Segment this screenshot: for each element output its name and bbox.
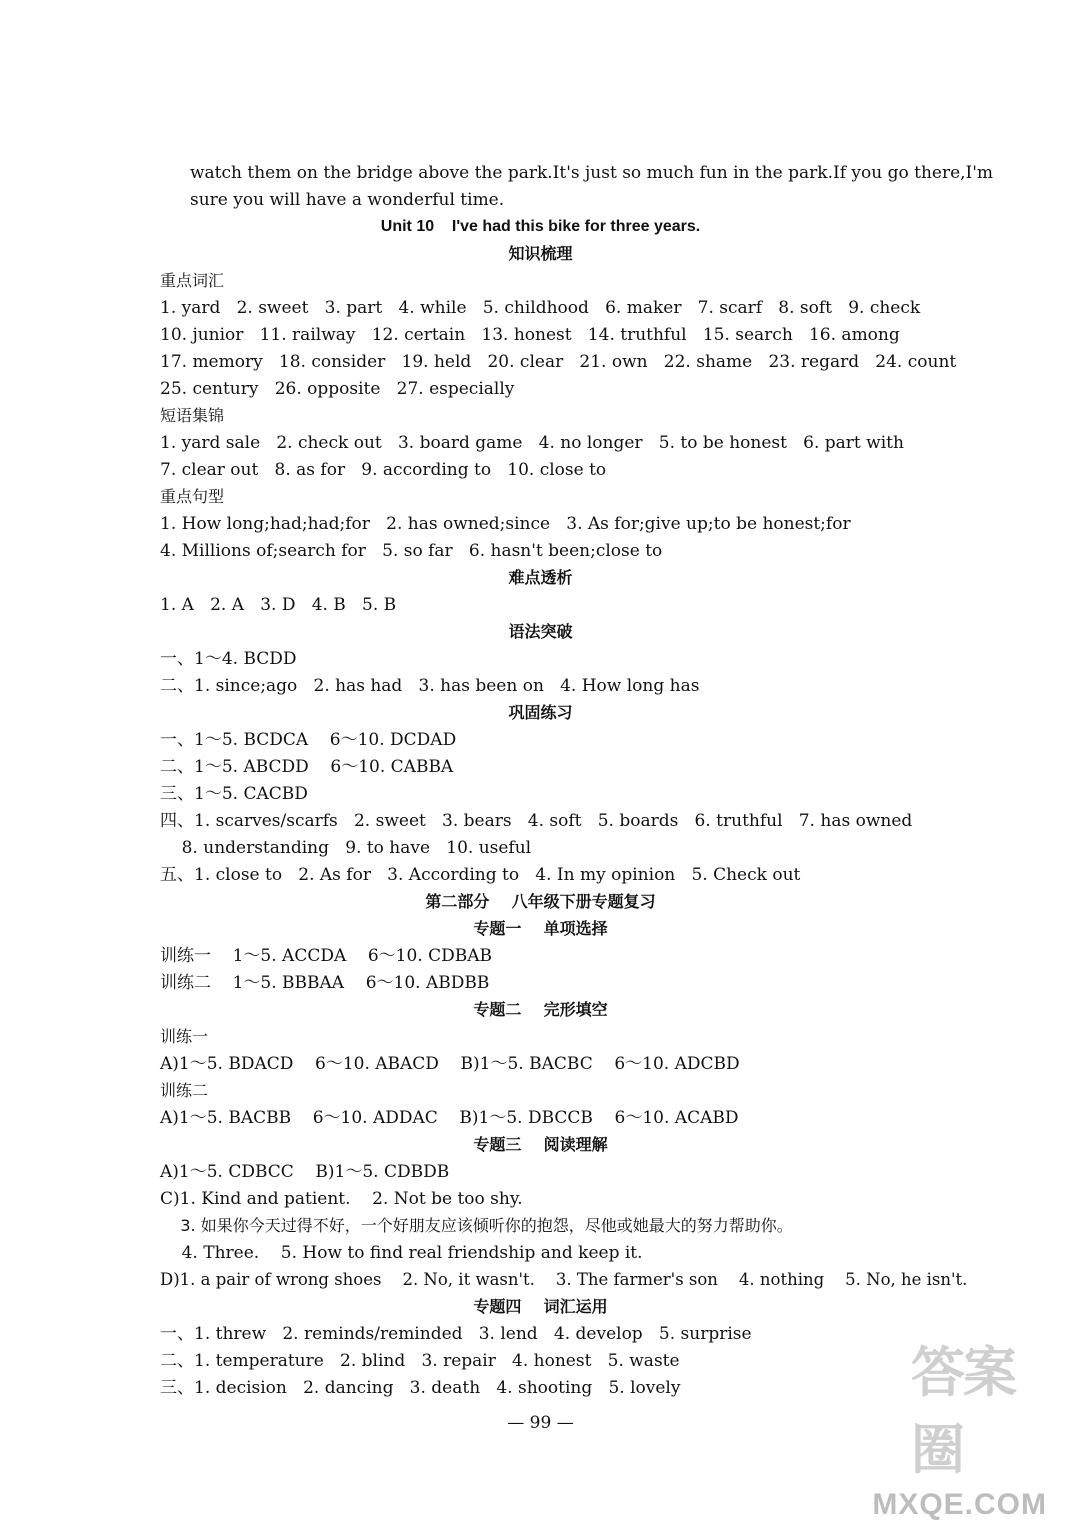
section-grammar: 语法突破 — [508, 622, 573, 641]
section-difficult: 难点透析 — [508, 568, 573, 587]
intro-line-2: sure you will have a wonderful time. — [190, 190, 505, 210]
topic2-line: 训练一 — [160, 1027, 209, 1046]
vocab-line: 25. century 26. opposite 27. especially — [160, 379, 515, 399]
topic3-line: C)1. Kind and patient. 2. Not be too shy. — [160, 1189, 523, 1209]
practice-line: 五、1. close to 2. As for 3. According to 4. In my opinion 5. Check out — [160, 865, 801, 885]
phrase-line: 7. clear out 8. as for 9. according to 10. close to — [160, 460, 607, 480]
topic3-line: A)1～5. CDBCC B)1～5. CDBDB — [160, 1162, 450, 1182]
topic4-line: 三、1. decision 2. dancing 3. death 4. shooting 5. lovely — [160, 1378, 681, 1398]
vocab-line: 17. memory 18. consider 19. held 20. clear 21. own 22. shame 23. regard 24. count — [160, 352, 957, 372]
topic3-line: 4. Three. 5. How to find real friendship and keep it. — [160, 1243, 643, 1263]
topic1-line: 训练一 1～5. ACCDA 6～10. CDBAB — [160, 946, 493, 966]
topic2-title: 专题二 完形填空 — [473, 1000, 608, 1019]
vocab-line: 10. junior 11. railway 12. certain 13. honest 14. truthful 15. search 16. among — [160, 325, 900, 345]
grammar-line: 一、1～4. BCDD — [160, 649, 297, 669]
vocab-line: 1. yard 2. sweet 3. part 4. while 5. childhood 6. maker 7. scarf 8. soft 9. check — [160, 298, 921, 318]
phrase-line: 1. yard sale 2. check out 3. board game 4. no longer 5. to be honest 6. part with — [160, 433, 904, 453]
watermark-url: MXQE.COM — [872, 1488, 1047, 1521]
watermark-logo — [872, 1341, 1061, 1528]
topic4-line: 一、1. threw 2. reminds/reminded 3. lend 4. develop 5. surprise — [160, 1324, 752, 1344]
topic3-line: D)1. a pair of wrong shoes 2. No, it wasn't. 3. The farmer's son 4. nothing 5. No, he isn't. — [160, 1270, 968, 1289]
topic3-line: 3. 如果你今天过得不好，一个好朋友应该倾听你的抱怨，尽他或她最大的努力帮助你。 — [160, 1216, 793, 1235]
practice-line: 三、1～5. CACBD — [160, 784, 308, 804]
unit-title: Unit 10 I've had this bike for three years. — [380, 218, 701, 235]
topic1-line: 训练二 1～5. BBBAA 6～10. ABDBB — [160, 973, 490, 993]
watermark-chars: 答案圈 — [911, 1341, 1015, 1481]
topic2-line: 训练二 — [160, 1081, 209, 1100]
practice-line: 一、1～5. BCDCA 6～10. DCDAD — [160, 730, 457, 750]
section-knowledge: 知识梳理 — [508, 244, 573, 263]
difficult-line: 1. A 2. A 3. D 4. B 5. B — [160, 595, 397, 615]
page-number: — 99 — — [507, 1413, 574, 1433]
section-key-sentences: 重点句型 — [160, 487, 225, 506]
intro-line-1: watch them on the bridge above the park.It's just so much fun in the park.If you go there,I'm — [190, 163, 994, 183]
topic4-title: 专题四 词汇运用 — [473, 1297, 608, 1316]
topic2-line: A)1～5. BDACD 6～10. ABACD B)1～5. BACBC 6～10. ADCBD — [160, 1054, 740, 1074]
topic2-line: A)1～5. BACBB 6～10. ADDAC B)1～5. DBCCB 6～10. ACABD — [160, 1108, 739, 1128]
sentence-line: 1. How long;had;had;for 2. has owned;since 3. As for;give up;to be honest;for — [160, 514, 851, 534]
practice-line: 四、1. scarves/scarfs 2. sweet 3. bears 4. soft 5. boards 6. truthful 7. has owned — [160, 811, 913, 831]
topic3-title: 专题三 阅读理解 — [473, 1135, 608, 1154]
topic1-title: 专题一 单项选择 — [473, 919, 608, 938]
sentence-line: 4. Millions of;search for 5. so far 6. hasn't been;close to — [160, 541, 663, 561]
practice-line: 8. understanding 9. to have 10. useful — [160, 838, 532, 858]
section-phrases: 短语集锦 — [160, 406, 225, 425]
grammar-line: 二、1. since;ago 2. has had 3. has been on 4. How long has — [160, 676, 700, 696]
section-key-vocab: 重点词汇 — [160, 271, 225, 290]
part2-title: 第二部分 八年级下册专题复习 — [425, 892, 656, 911]
topic4-line: 二、1. temperature 2. blind 3. repair 4. honest 5. waste — [160, 1351, 680, 1371]
section-practice: 巩固练习 — [508, 703, 573, 722]
practice-line: 二、1～5. ABCDD 6～10. CABBA — [160, 757, 454, 777]
